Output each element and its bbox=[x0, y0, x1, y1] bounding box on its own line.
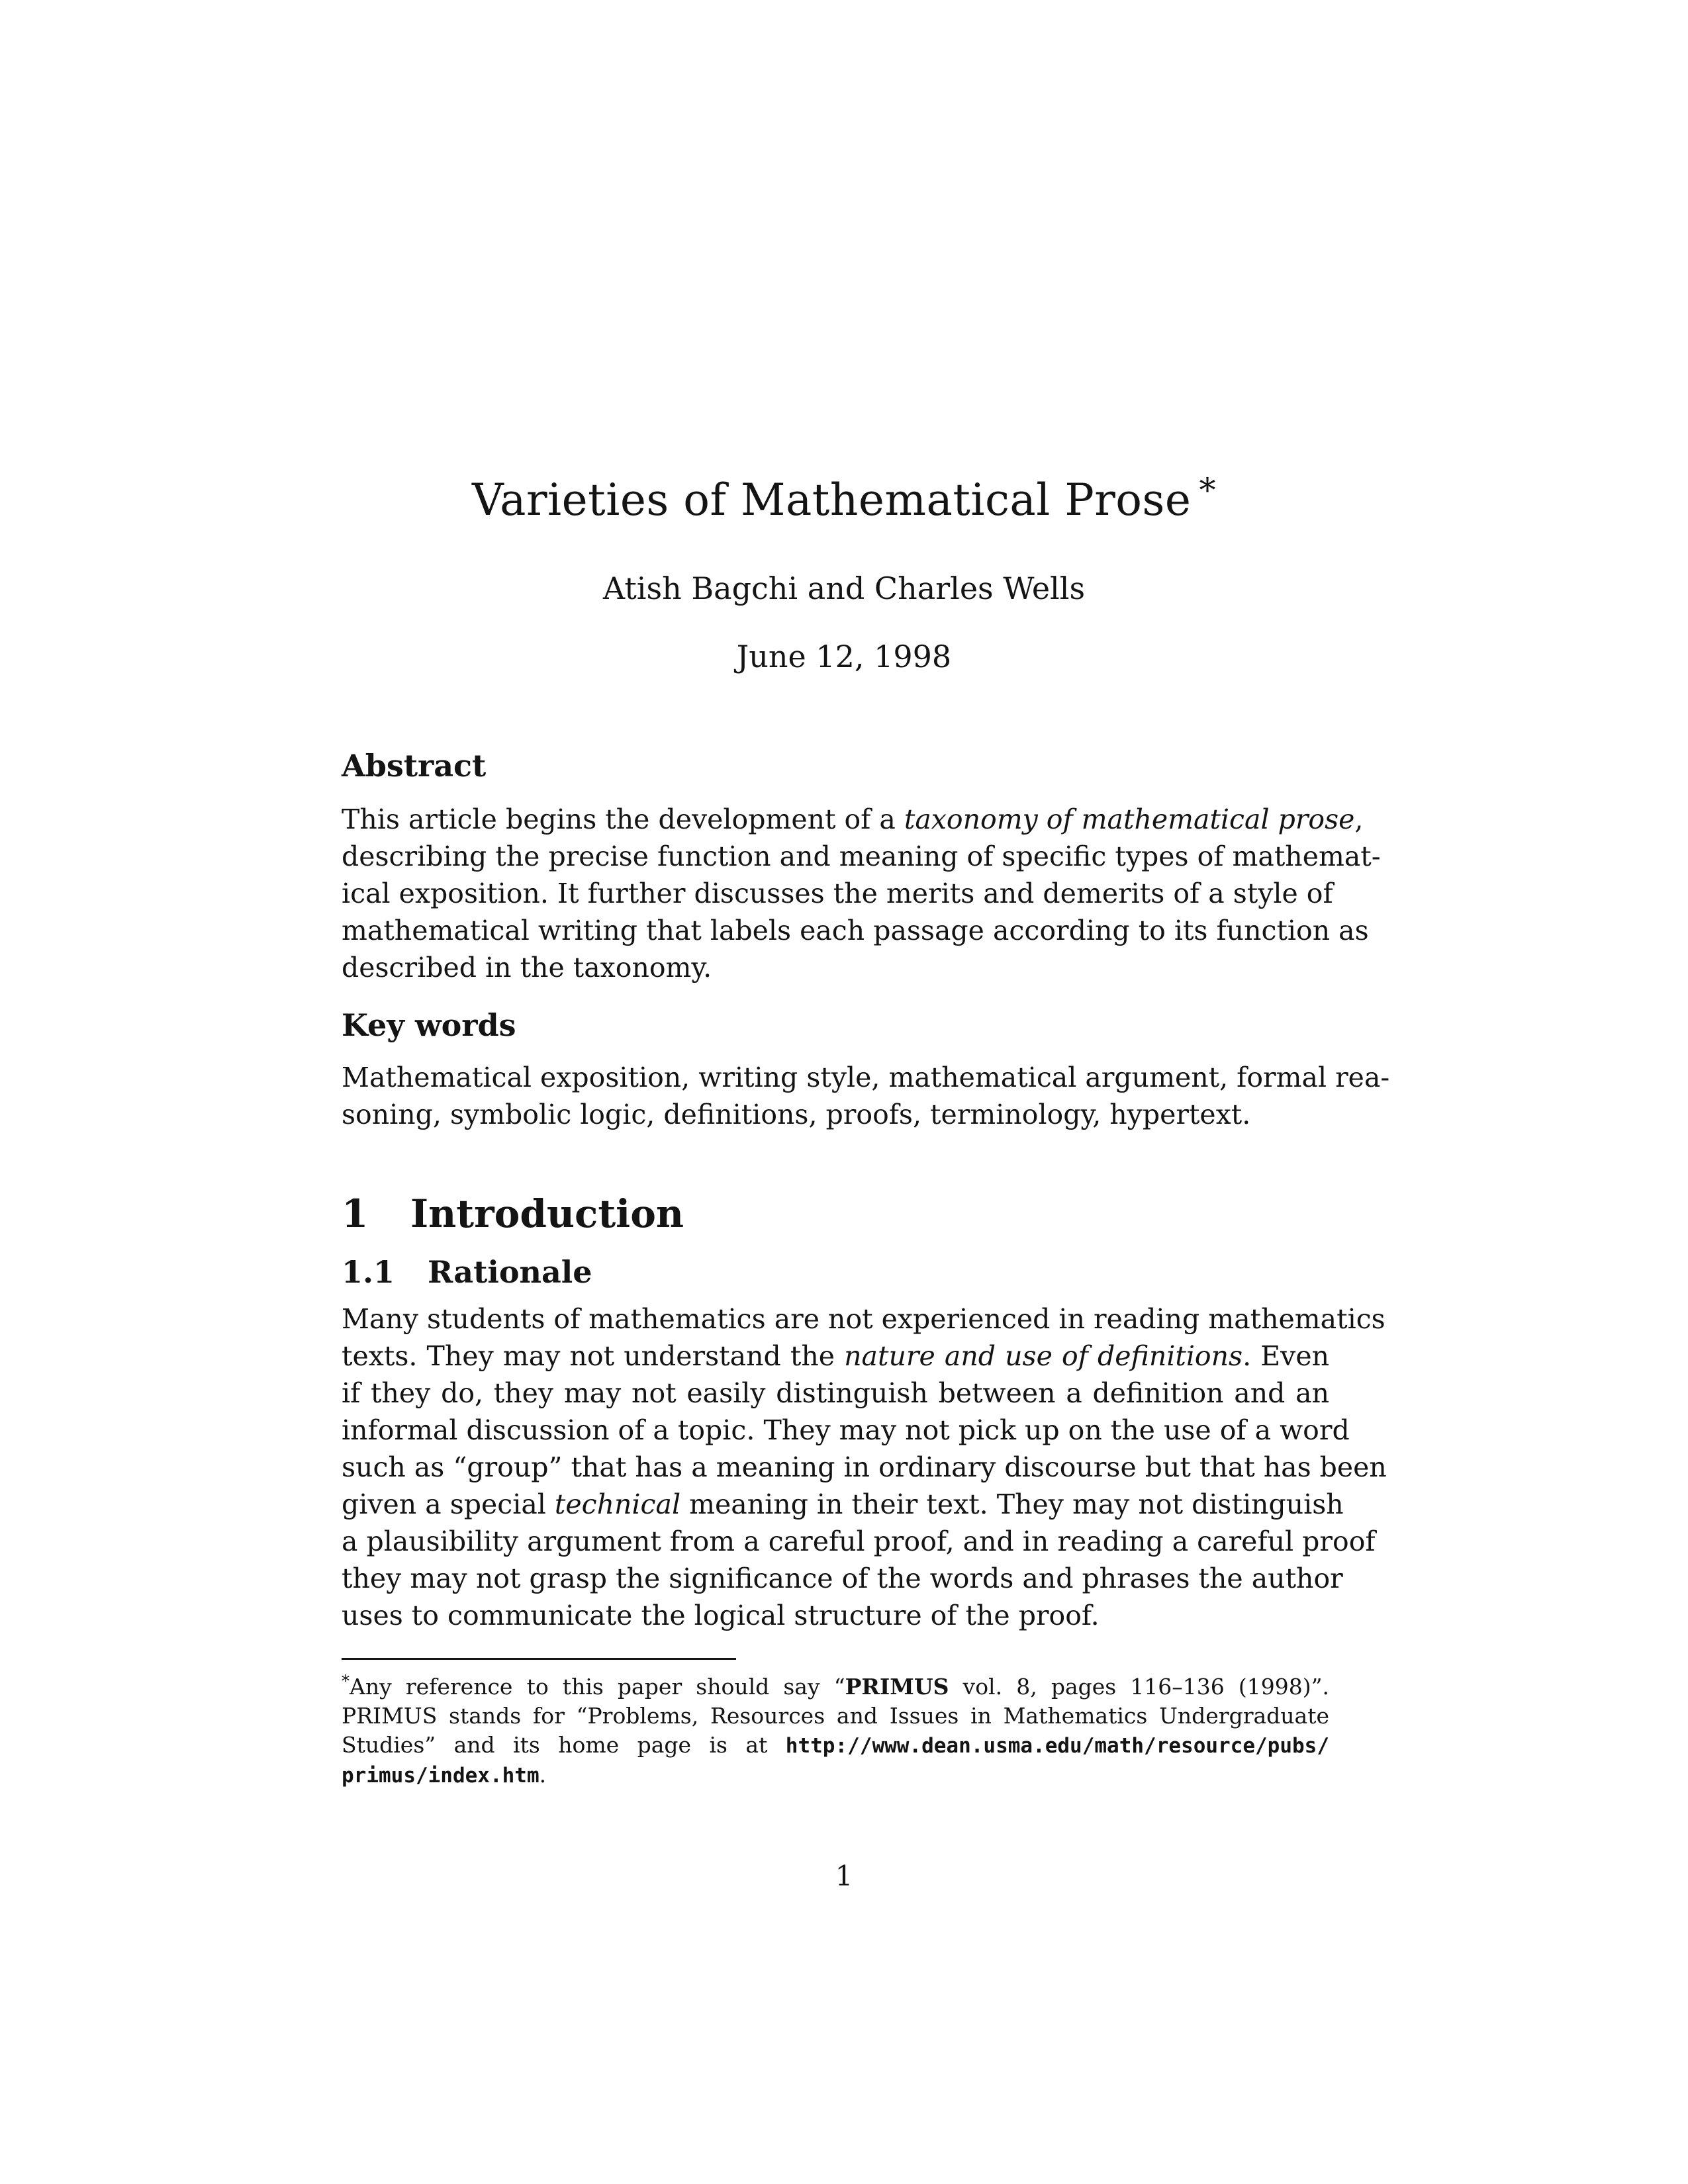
body-line: Many students of mathematics are not experienced in reading mathematics bbox=[342, 1303, 1385, 1335]
body-line: informal discussion of a topic. They may not pick up on the use of a word bbox=[342, 1414, 1350, 1446]
paper-title: Varieties of Mathematical Prose * bbox=[472, 471, 1216, 525]
abstract-heading: Abstract bbox=[342, 748, 487, 784]
section-number: 1 bbox=[342, 1191, 369, 1236]
body-line: given a special technical meaning in their text. They may not distinguish bbox=[342, 1488, 1344, 1520]
journal-name: PRIMUS bbox=[845, 1674, 949, 1700]
abstract-line: This article begins the development of a taxonomy of mathematical prose, bbox=[342, 803, 1364, 835]
keywords-line: Mathematical exposition, writing style, mathematical argument, formal rea- bbox=[342, 1062, 1390, 1093]
publication-date: June 12, 1998 bbox=[736, 639, 952, 674]
body-line: uses to communicate the logical structure of the proof. bbox=[342, 1600, 1100, 1631]
footnote-url-continued[interactable]: primus/index.htm bbox=[342, 1764, 539, 1788]
body-line: such as “group” that has a meaning in ordinary discourse but that has been bbox=[342, 1451, 1387, 1483]
body-emphasis: technical bbox=[554, 1488, 681, 1520]
footnote-url[interactable]: http://www.dean.usma.edu/math/resource/pubs/ bbox=[785, 1734, 1329, 1758]
rationale-body bbox=[342, 1300, 1387, 1634]
body-emphasis: nature and use of definitions bbox=[844, 1340, 1243, 1372]
abstract-line: described in the taxonomy. bbox=[342, 952, 712, 983]
section-heading-introduction bbox=[342, 1191, 684, 1236]
abstract-line: mathematical writing that labels each passage according to its function as bbox=[342, 915, 1369, 946]
body-line: if they do, they may not easily distinguish between a definition and an bbox=[342, 1377, 1329, 1409]
keywords-body bbox=[342, 1059, 1390, 1133]
subsection-title: Rationale bbox=[428, 1254, 592, 1290]
keywords-line: soning, symbolic logic, definitions, proofs, terminology, hypertext. bbox=[342, 1099, 1251, 1130]
footnote-line: primus/index.htm. bbox=[342, 1762, 547, 1788]
abstract-body bbox=[342, 801, 1381, 986]
body-line: they may not grasp the significance of the words and phrases the author bbox=[342, 1563, 1343, 1594]
footnote bbox=[342, 1666, 1329, 1790]
section-title: Introduction bbox=[410, 1191, 684, 1236]
abstract-emphasis: taxonomy of mathematical prose bbox=[904, 803, 1355, 835]
page-number: 1 bbox=[835, 1860, 853, 1892]
footnote-rule bbox=[342, 1658, 736, 1660]
title-footnote-mark: * bbox=[1199, 471, 1216, 510]
body-line: texts. They may not understand the nature and use of definitions. Even bbox=[342, 1340, 1330, 1372]
footnote-line: Studies” and its home page is at http://www.dean.usma.edu/math/resource/pubs/ bbox=[342, 1732, 1329, 1758]
footnote-line: *Any reference to this paper should say “PRIMUS vol. 8, pages 116–136 (1998)”. bbox=[342, 1672, 1329, 1700]
keywords-heading: Key words bbox=[342, 1007, 516, 1043]
subsection-number: 1.1 bbox=[342, 1254, 395, 1290]
subsection-heading-rationale bbox=[342, 1254, 592, 1290]
abstract-line: describing the precise function and meaning of specific types of mathemat- bbox=[342, 841, 1381, 872]
body-line: a plausibility argument from a careful proof, and in reading a careful proof bbox=[342, 1525, 1376, 1557]
authors: Atish Bagchi and Charles Wells bbox=[602, 570, 1086, 606]
footnote-line: PRIMUS stands for “Problems, Resources and Issues in Mathematics Undergraduate bbox=[342, 1703, 1329, 1729]
abstract-line: ical exposition. It further discusses the merits and demerits of a style of bbox=[342, 878, 1333, 909]
footnote-mark: * bbox=[342, 1672, 350, 1690]
